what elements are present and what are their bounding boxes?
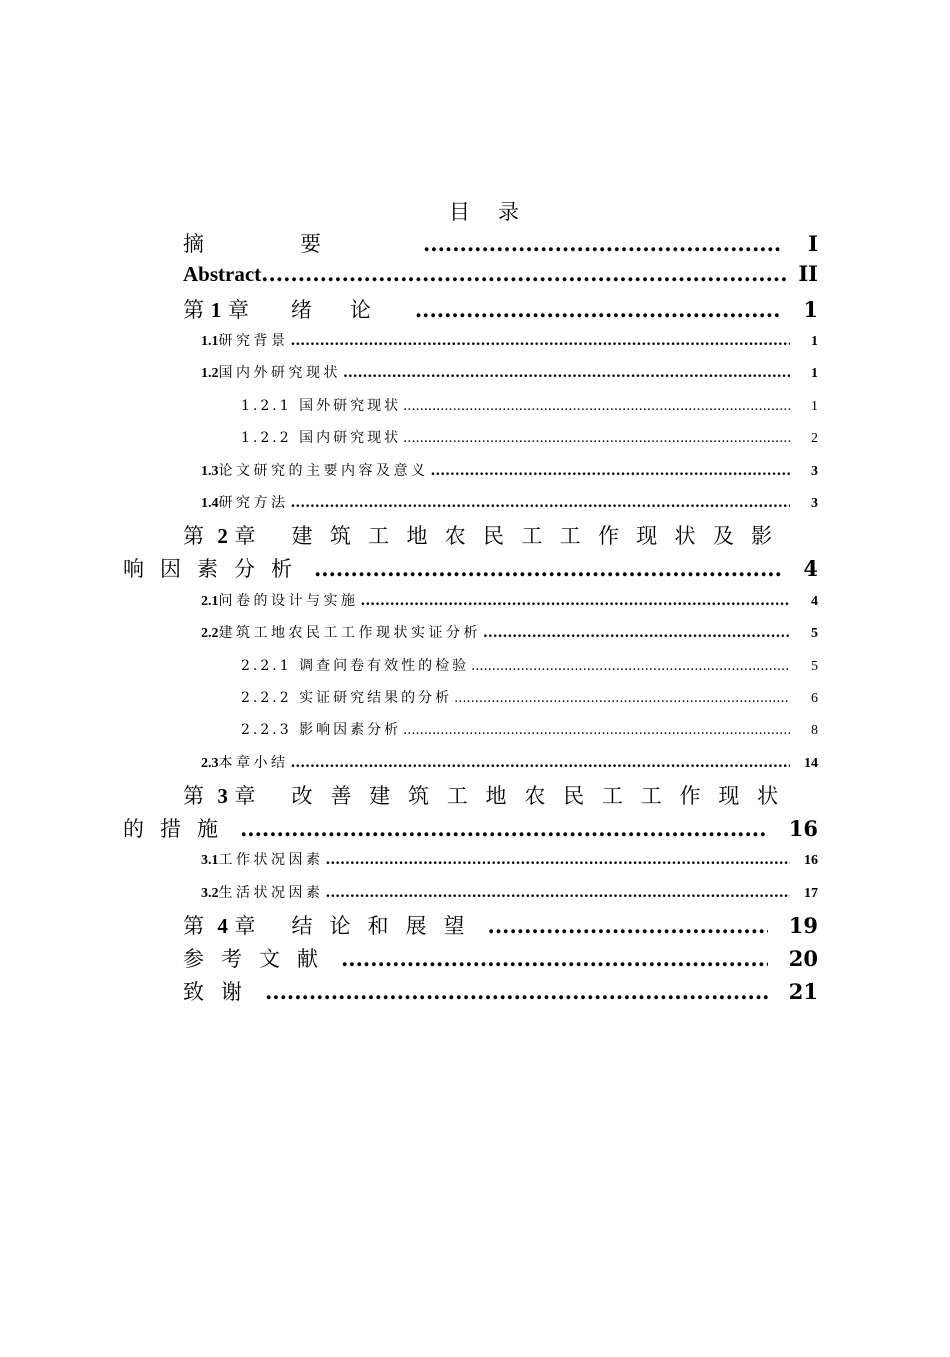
page-number: I bbox=[808, 231, 818, 256]
page-number: 4 bbox=[803, 556, 818, 581]
page-number: 2 bbox=[811, 431, 818, 446]
entry-label: 2.2.3 影响因素分析 bbox=[241, 722, 402, 738]
page-number: 20 bbox=[788, 946, 818, 971]
toc-entry-2-1[interactable] bbox=[201, 590, 818, 612]
entry-label: 建筑工地农民工工作现状实证分析 bbox=[218, 625, 481, 641]
dot-leader bbox=[403, 431, 790, 446]
dot-leader bbox=[415, 297, 782, 322]
section-number: 1.3 bbox=[201, 464, 219, 479]
entry-label: 绪论 bbox=[290, 298, 409, 322]
page-number: 1 bbox=[803, 297, 818, 322]
dot-leader bbox=[488, 913, 768, 938]
toc-entry-3-2[interactable] bbox=[201, 882, 818, 904]
dot-leader bbox=[314, 556, 782, 581]
page-number: 16 bbox=[788, 816, 818, 841]
chapter-number: 3 bbox=[217, 784, 228, 808]
toc-entry-1-2-2[interactable] bbox=[241, 427, 818, 449]
dot-leader bbox=[403, 399, 790, 414]
entry-label: 结论和展望 bbox=[291, 914, 482, 938]
dot-leader bbox=[454, 691, 790, 706]
entry-label: 摘要 bbox=[183, 232, 417, 256]
toc-entry-abstract-en[interactable] bbox=[183, 261, 818, 291]
dot-leader bbox=[361, 593, 791, 609]
dot-leader bbox=[341, 946, 768, 971]
entry-label: 工作状况因素 bbox=[218, 852, 324, 868]
page-number: 8 bbox=[811, 723, 818, 738]
toc-entry-3-1[interactable] bbox=[201, 849, 818, 871]
dot-leader bbox=[423, 231, 782, 256]
dot-leader bbox=[291, 755, 791, 771]
chapter-suffix: 章 bbox=[234, 914, 256, 938]
entry-label: 致谢 bbox=[183, 980, 259, 1004]
entry-label: 改善建筑工地农民工工作现状 bbox=[291, 784, 796, 808]
chapter-prefix: 第 bbox=[183, 914, 204, 938]
entry-label: 研究背景 bbox=[218, 333, 289, 349]
chapter-number: 4 bbox=[217, 914, 228, 938]
section-number: 1.4 bbox=[201, 496, 219, 511]
toc-entry-2-2-1[interactable] bbox=[241, 655, 818, 677]
section-number: 3.1 bbox=[201, 853, 219, 868]
dot-leader bbox=[403, 723, 790, 738]
page-number: 5 bbox=[811, 626, 818, 641]
entry-label: 论文研究的主要内容及意义 bbox=[218, 463, 429, 479]
dot-leader bbox=[240, 816, 768, 841]
entry-label: 2.2.2 实证研究结果的分析 bbox=[241, 690, 453, 706]
toc-entry-acknowledgements[interactable] bbox=[183, 976, 818, 1006]
page-number: 6 bbox=[811, 691, 818, 706]
toc-entry-1-1[interactable] bbox=[201, 330, 818, 352]
page-number: 17 bbox=[804, 886, 818, 901]
toc-entry-chapter-3-line1[interactable] bbox=[183, 780, 818, 810]
page-number: 5 bbox=[811, 659, 818, 674]
entry-label-continued: 响因素分析 bbox=[123, 557, 308, 581]
entry-label: Abstract bbox=[183, 262, 262, 286]
toc-entry-chapter-4[interactable] bbox=[183, 910, 818, 940]
chapter-number: 1 bbox=[210, 298, 222, 322]
dot-leader bbox=[261, 261, 788, 286]
entry-label: 参考文献 bbox=[183, 947, 335, 971]
dot-leader bbox=[483, 625, 790, 641]
chapter-suffix: 章 bbox=[227, 298, 249, 322]
toc-entry-abstract-cn[interactable] bbox=[183, 228, 818, 258]
page-number: 1 bbox=[811, 334, 818, 349]
dot-leader bbox=[291, 495, 791, 511]
section-number: 2.2 bbox=[201, 626, 219, 641]
toc-entry-1-2[interactable] bbox=[201, 362, 818, 384]
entry-label: 生活状况因素 bbox=[218, 885, 324, 901]
entry-label: 1.2.1 国外研究现状 bbox=[241, 398, 402, 414]
section-number: 3.2 bbox=[201, 886, 219, 901]
toc-entry-1-2-1[interactable] bbox=[241, 395, 818, 417]
section-number: 2.3 bbox=[201, 756, 219, 771]
page-number: 1 bbox=[811, 366, 818, 381]
dot-leader bbox=[471, 659, 790, 674]
toc-entry-1-3[interactable] bbox=[201, 460, 818, 482]
toc-entry-chapter-2-line1[interactable] bbox=[183, 520, 818, 550]
entry-label: 建筑工地农民工工作现状及影 bbox=[291, 524, 790, 548]
chapter-prefix: 第 bbox=[183, 298, 204, 322]
chapter-suffix: 章 bbox=[234, 784, 256, 808]
page-number: 4 bbox=[811, 594, 818, 609]
page-number: 21 bbox=[788, 979, 818, 1004]
page-number: 16 bbox=[804, 853, 818, 868]
toc-entry-2-2-2[interactable] bbox=[241, 687, 818, 709]
page-number: 19 bbox=[788, 913, 818, 938]
dot-leader bbox=[326, 852, 791, 868]
chapter-suffix: 章 bbox=[234, 524, 256, 548]
page-number: 14 bbox=[804, 756, 818, 771]
toc-entry-chapter-3-line2[interactable] bbox=[123, 813, 818, 843]
entry-label: 1.2.2 国内研究现状 bbox=[241, 430, 402, 446]
toc-entry-2-2-3[interactable] bbox=[241, 719, 818, 741]
dot-leader bbox=[343, 365, 790, 381]
toc-entry-2-2[interactable] bbox=[201, 622, 818, 644]
chapter-prefix: 第 bbox=[183, 784, 204, 808]
entry-label-continued: 的措施 bbox=[123, 817, 234, 841]
toc-entry-chapter-2-line2[interactable] bbox=[123, 553, 818, 583]
dot-leader bbox=[431, 463, 791, 479]
entry-label: 本章小结 bbox=[218, 755, 289, 771]
entry-label: 研究方法 bbox=[218, 495, 289, 511]
entry-label: 2.2.1 调查问卷有效性的检验 bbox=[241, 658, 470, 674]
entry-label: 问卷的设计与实施 bbox=[218, 593, 359, 609]
dot-leader bbox=[265, 979, 768, 1004]
toc-entry-references[interactable] bbox=[183, 943, 818, 973]
dot-leader bbox=[326, 885, 791, 901]
section-number: 1.1 bbox=[201, 334, 219, 349]
page-number: 3 bbox=[811, 496, 818, 511]
entry-label: 国内外研究现状 bbox=[218, 365, 341, 381]
toc-title: 目录 bbox=[449, 200, 547, 224]
page-number: 1 bbox=[811, 399, 818, 414]
page-number: 3 bbox=[811, 464, 818, 479]
chapter-number: 2 bbox=[217, 524, 228, 548]
chapter-prefix: 第 bbox=[183, 524, 204, 548]
toc-entry-1-4[interactable] bbox=[201, 492, 818, 514]
section-number: 1.2 bbox=[201, 366, 219, 381]
section-number: 2.1 bbox=[201, 594, 219, 609]
toc-entry-chapter-1[interactable] bbox=[183, 294, 818, 324]
page-number: II bbox=[798, 261, 818, 286]
toc-entry-2-3[interactable] bbox=[201, 752, 818, 774]
dot-leader bbox=[291, 333, 791, 349]
